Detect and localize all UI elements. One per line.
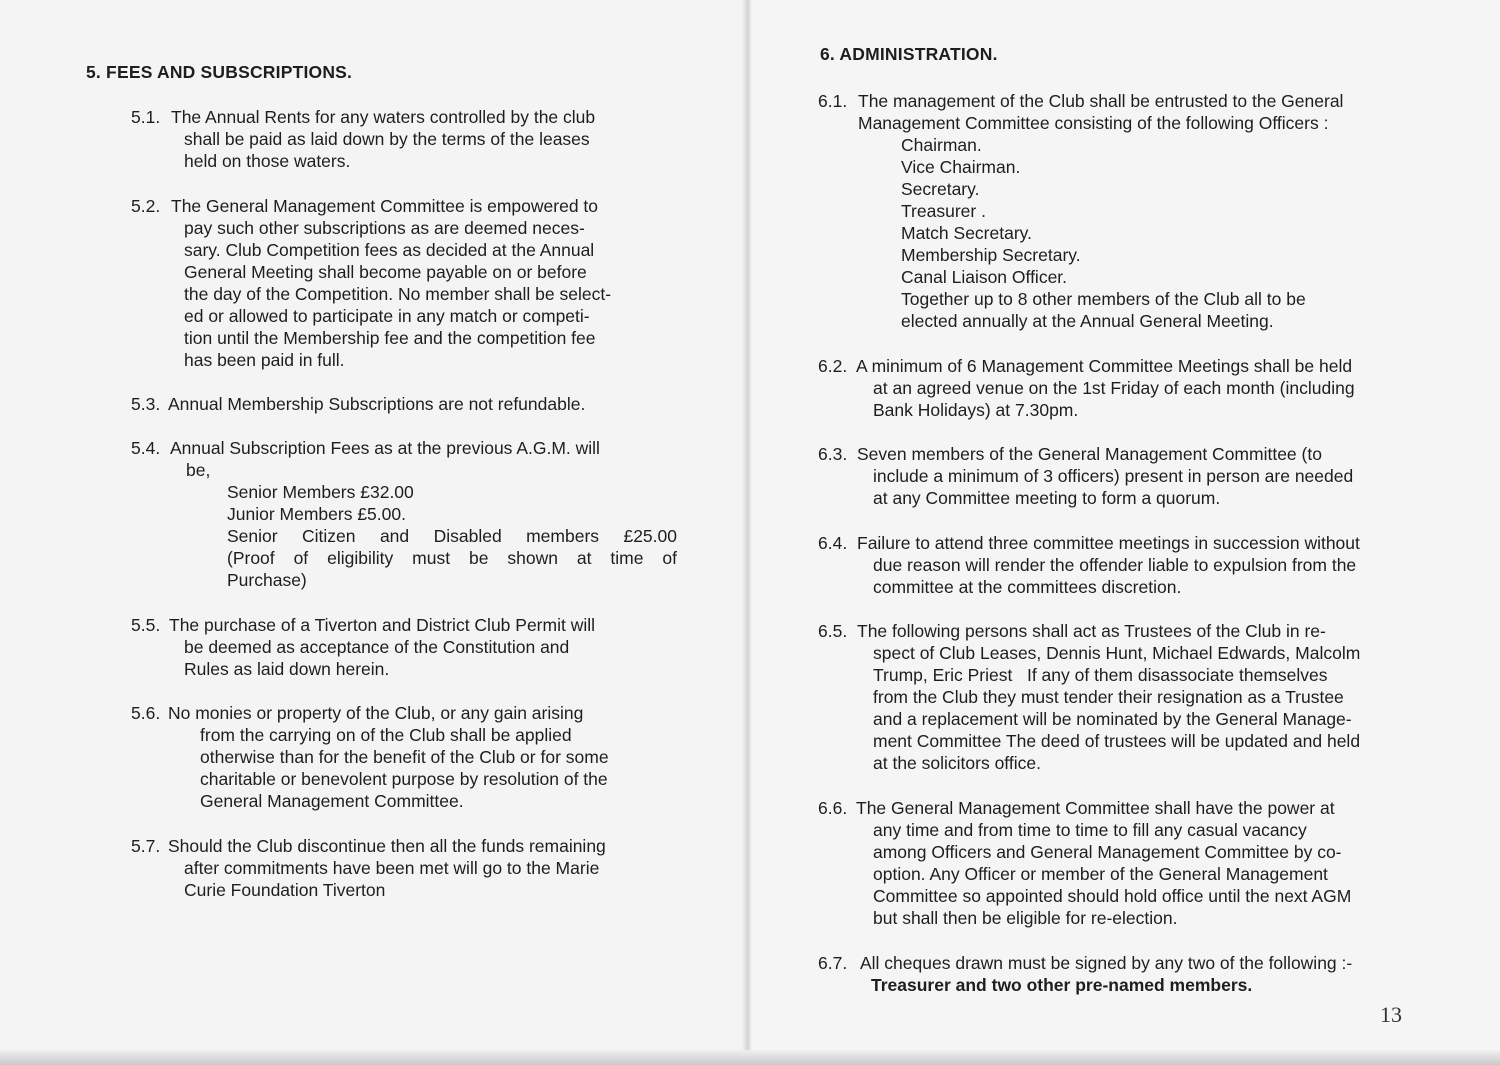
clause-line: Bank Holidays) at 7.30pm.: [873, 400, 1079, 420]
clause-line: from the Club they must tender their resignation as a Trustee: [873, 687, 1344, 707]
clause-line: ment Committee The deed of trustees will be updated and held: [873, 731, 1361, 751]
clause-line: be deemed as acceptance of the Constitution and: [184, 637, 570, 657]
clause-line: Annual Membership Subscriptions are not refundable.: [168, 394, 586, 414]
officers-list: [901, 134, 1306, 332]
page-bottom-edge: [0, 1050, 1500, 1065]
clause-line: Rules as laid down herein.: [184, 659, 390, 679]
clause-number: 5.3.: [131, 394, 161, 414]
officer-item: Treasurer .: [901, 201, 986, 221]
clause-line: The purchase of a Tiverton and District Club Permit will: [169, 615, 595, 635]
clause-line: held on those waters.: [184, 151, 351, 171]
officer-item: Chairman.: [901, 135, 982, 155]
section-5-heading: 5. FEES AND SUBSCRIPTIONS.: [86, 62, 353, 82]
clause-line: Should the Club discontinue then all the funds remaining: [168, 836, 606, 856]
clause-line: after commitments have been met will go to the Marie: [184, 858, 600, 878]
clause-line: Management Committee consisting of the following Officers :: [858, 113, 1329, 133]
clause-line: All cheques drawn must be signed by any two of the following :-: [860, 953, 1353, 973]
clause-line: The General Management Committee shall have the power at: [856, 798, 1335, 818]
clause-line: The management of the Club shall be entrusted to the General: [858, 91, 1344, 111]
clause-line: Trump, Eric Priest If any of them disassociate themselves: [873, 665, 1328, 685]
officer-item: Secretary.: [901, 179, 980, 199]
clause-line: at an agreed venue on the 1st Friday of each month (including: [873, 378, 1355, 398]
officer-item: Vice Chairman.: [901, 157, 1021, 177]
clause-line: Curie Foundation Tiverton: [184, 880, 386, 900]
clause-line: but shall then be eligible for re-election.: [873, 908, 1178, 928]
clause-line: General Meeting shall become payable on or before: [184, 262, 587, 282]
clause-line: and a replacement will be nominated by the General Manage-: [873, 709, 1352, 729]
clause-line: pay such other subscriptions as are deemed neces-: [184, 218, 585, 238]
clause-number: 5.6.: [131, 703, 161, 723]
officers-together: elected annually at the Annual General Meeting.: [901, 311, 1274, 331]
clause-number: 6.3.: [818, 444, 848, 464]
clause-line: The General Management Committee is empowered to: [171, 196, 599, 216]
clause-number: 6.7.: [818, 953, 848, 973]
clause-line: at the solicitors office.: [873, 753, 1041, 773]
clause-line: The Annual Rents for any waters controlled by the club: [171, 107, 596, 127]
clause-line: A minimum of 6 Management Committee Meetings shall be held: [856, 356, 1353, 376]
clause-line-bold: Treasurer and two other pre-named members.: [871, 975, 1253, 995]
page-number: 13: [1380, 1002, 1402, 1027]
clause-number: 6.4.: [818, 533, 848, 553]
clause-number: 5.5.: [131, 615, 161, 635]
left-page: [0, 0, 748, 1065]
clause-number: 5.1.: [131, 107, 161, 127]
section-6-heading: 6. ADMINISTRATION.: [820, 44, 998, 64]
clause-number: 6.5.: [818, 621, 848, 641]
clause-line: the day of the Competition. No member shall be select-: [184, 284, 612, 304]
clause-line: at any Committee meeting to form a quorum.: [873, 488, 1221, 508]
clause-line: be,: [186, 460, 211, 480]
officer-item: Canal Liaison Officer.: [901, 267, 1068, 287]
fee-junior: Junior Members £5.00.: [227, 504, 406, 524]
clause-line: from the carrying on of the Club shall be applied: [200, 725, 572, 745]
clause-line: among Officers and General Management Committee by co-: [873, 842, 1342, 862]
clause-line: charitable or benevolent purpose by resolution of the: [200, 769, 608, 789]
fee-senior: Senior Members £32.00: [227, 482, 414, 502]
clause-line: Annual Subscription Fees as at the previous A.G.M. will: [170, 438, 600, 458]
clause-line: ed or allowed to participate in any match or competi-: [184, 306, 590, 326]
spine-gutter: [742, 0, 752, 1065]
clause-line: No monies or property of the Club, or any gain arising: [168, 703, 584, 723]
clause-number: 5.4.: [131, 438, 161, 458]
officer-item: Membership Secretary.: [901, 245, 1081, 265]
clause-number: 6.2.: [818, 356, 848, 376]
clause-number: 5.2.: [131, 196, 161, 216]
clause-line: shall be paid as laid down by the terms of the leases: [184, 129, 590, 149]
fee-concession: [227, 525, 677, 591]
clause-number: 6.6.: [818, 798, 848, 818]
clause-line: The following persons shall act as Trustees of the Club in re-: [857, 621, 1326, 641]
clause-line: include a minimum of 3 officers) present in person are needed: [873, 466, 1354, 486]
clause-line: option. Any Officer or member of the General Management: [873, 864, 1328, 884]
clause-line: otherwise than for the benefit of the Club or for some: [200, 747, 609, 767]
clause-line: due reason will render the offender liable to expulsion from the: [873, 555, 1357, 575]
clause-line: Committee so appointed should hold office until the next AGM: [873, 886, 1352, 906]
clause-line: any time and from time to time to fill any casual vacancy: [873, 820, 1307, 840]
clause-line: Seven members of the General Management Committee (to: [857, 444, 1322, 464]
clause-line: has been paid in full.: [184, 350, 345, 370]
clause-line: General Management Committee.: [200, 791, 464, 811]
clause-line: committee at the committees discretion.: [873, 577, 1182, 597]
officers-together: Together up to 8 other members of the Club all to be: [901, 289, 1306, 309]
fee-concession-line: Purchase): [227, 570, 307, 590]
clause-line: Failure to attend three committee meetings in succession without: [857, 533, 1360, 553]
officer-item: Match Secretary.: [901, 223, 1032, 243]
fee-concession-line: (Proof of eligibility must be shown at time of: [227, 548, 677, 568]
fee-concession-line: Senior Citizen and Disabled members £25.00: [227, 526, 677, 546]
clause-line: tion until the Membership fee and the competition fee: [184, 328, 596, 348]
clause-number: 5.7.: [131, 836, 161, 856]
clause-number: 6.1.: [818, 91, 848, 111]
clause-line: sary. Club Competition fees as decided at the Annual: [184, 240, 595, 260]
clause-line: spect of Club Leases, Dennis Hunt, Michael Edwards, Malcolm: [873, 643, 1361, 663]
